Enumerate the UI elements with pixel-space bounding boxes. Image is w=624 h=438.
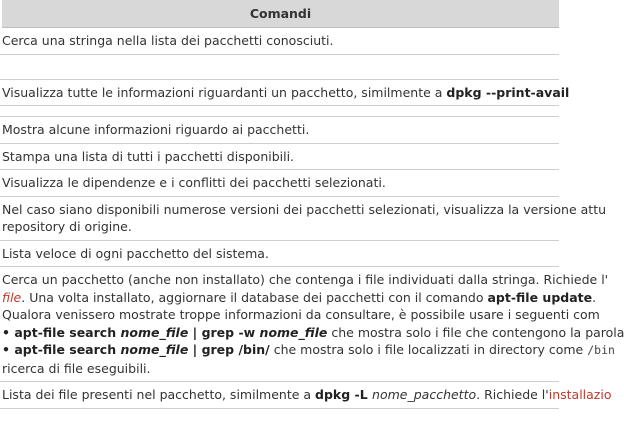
bullet-line: [2, 341, 615, 360]
row-description: Lista veloce di ogni pacchetto del sistema.: [2, 245, 269, 261]
row-description-line: ricerca di file eseguibili.: [2, 360, 151, 376]
file-link[interactable]: file: [2, 289, 22, 305]
command-text: apt-file search: [14, 324, 121, 340]
row-description: Cerca una stringa nella lista dei pacchetti conosciuti.: [2, 33, 334, 48]
row-description-line: repository di origine.: [2, 219, 132, 234]
row-description-line: Nel caso siano disponibili numerose versioni dei pacchetti selezionati, visualizza la versione attu: [2, 201, 607, 217]
command-arg: nome_file: [259, 324, 328, 340]
table-row: [0, 117, 559, 144]
table-row: [0, 382, 612, 409]
command-text: | grep /bin/: [188, 342, 270, 357]
text-fragment: .: [592, 289, 597, 305]
table-row: [0, 170, 559, 197]
row-description-line: Qualora venissero mostrate troppe informazioni da consultare, è possibile usare i seguenti com: [2, 307, 600, 322]
row-description: Mostra alcune informazioni riguardo ai pacchetti.: [2, 122, 310, 137]
table-row: [0, 267, 624, 382]
table-row: [0, 28, 559, 55]
table-row: [0, 80, 570, 107]
table-header: [2, 0, 559, 28]
table-row: [0, 197, 607, 241]
row-description: Visualizza le dipendenze e i conflitti dei pacchetti selezionati.: [2, 175, 386, 190]
text-fragment: che mostra solo i file localizzati in directory come: [269, 342, 588, 357]
row-description-line: [2, 289, 597, 307]
text-fragment: Lista dei file presenti nel pacchetto, similmente a: [2, 387, 316, 402]
row-description: Stampa una lista di tutti i pacchetti disponibili.: [2, 148, 295, 164]
table-row: [0, 144, 559, 171]
installation-link[interactable]: installazio: [548, 387, 612, 402]
command-arg: nome_pacchetto: [372, 387, 477, 402]
command-text: apt-file search: [14, 342, 121, 357]
command-arg: nome_file: [120, 342, 189, 357]
row-description: Visualizza tutte le informazioni riguardanti un pacchetto, similmente a: [2, 84, 447, 100]
bullet: •: [2, 324, 15, 340]
command-text: | grep -w: [188, 324, 260, 340]
text-fragment: . Una volta installato, aggiornare il database dei pacchetti con il comando: [21, 289, 488, 305]
bullet-line: [2, 324, 624, 342]
text-fragment: . Richiede l': [476, 387, 549, 402]
table-row-empty: [0, 55, 559, 80]
row-description-line: Cerca un pacchetto (anche non installato) che contenga i file individuati dalla stringa. Richiede l': [2, 272, 609, 287]
text-fragment: che mostra solo i file che contengono la parola: [327, 324, 624, 340]
bullet: •: [2, 342, 15, 357]
command-arg: nome_file: [120, 324, 189, 340]
command-text: apt-file update: [487, 289, 593, 305]
path-code: /bin: [587, 343, 615, 357]
command-text: dpkg -L: [315, 387, 373, 402]
command-text: dpkg --print-avail: [446, 84, 570, 100]
column-title-comandi: Comandi: [249, 6, 312, 21]
table-row-empty: [0, 106, 559, 117]
table-row: [0, 241, 559, 268]
